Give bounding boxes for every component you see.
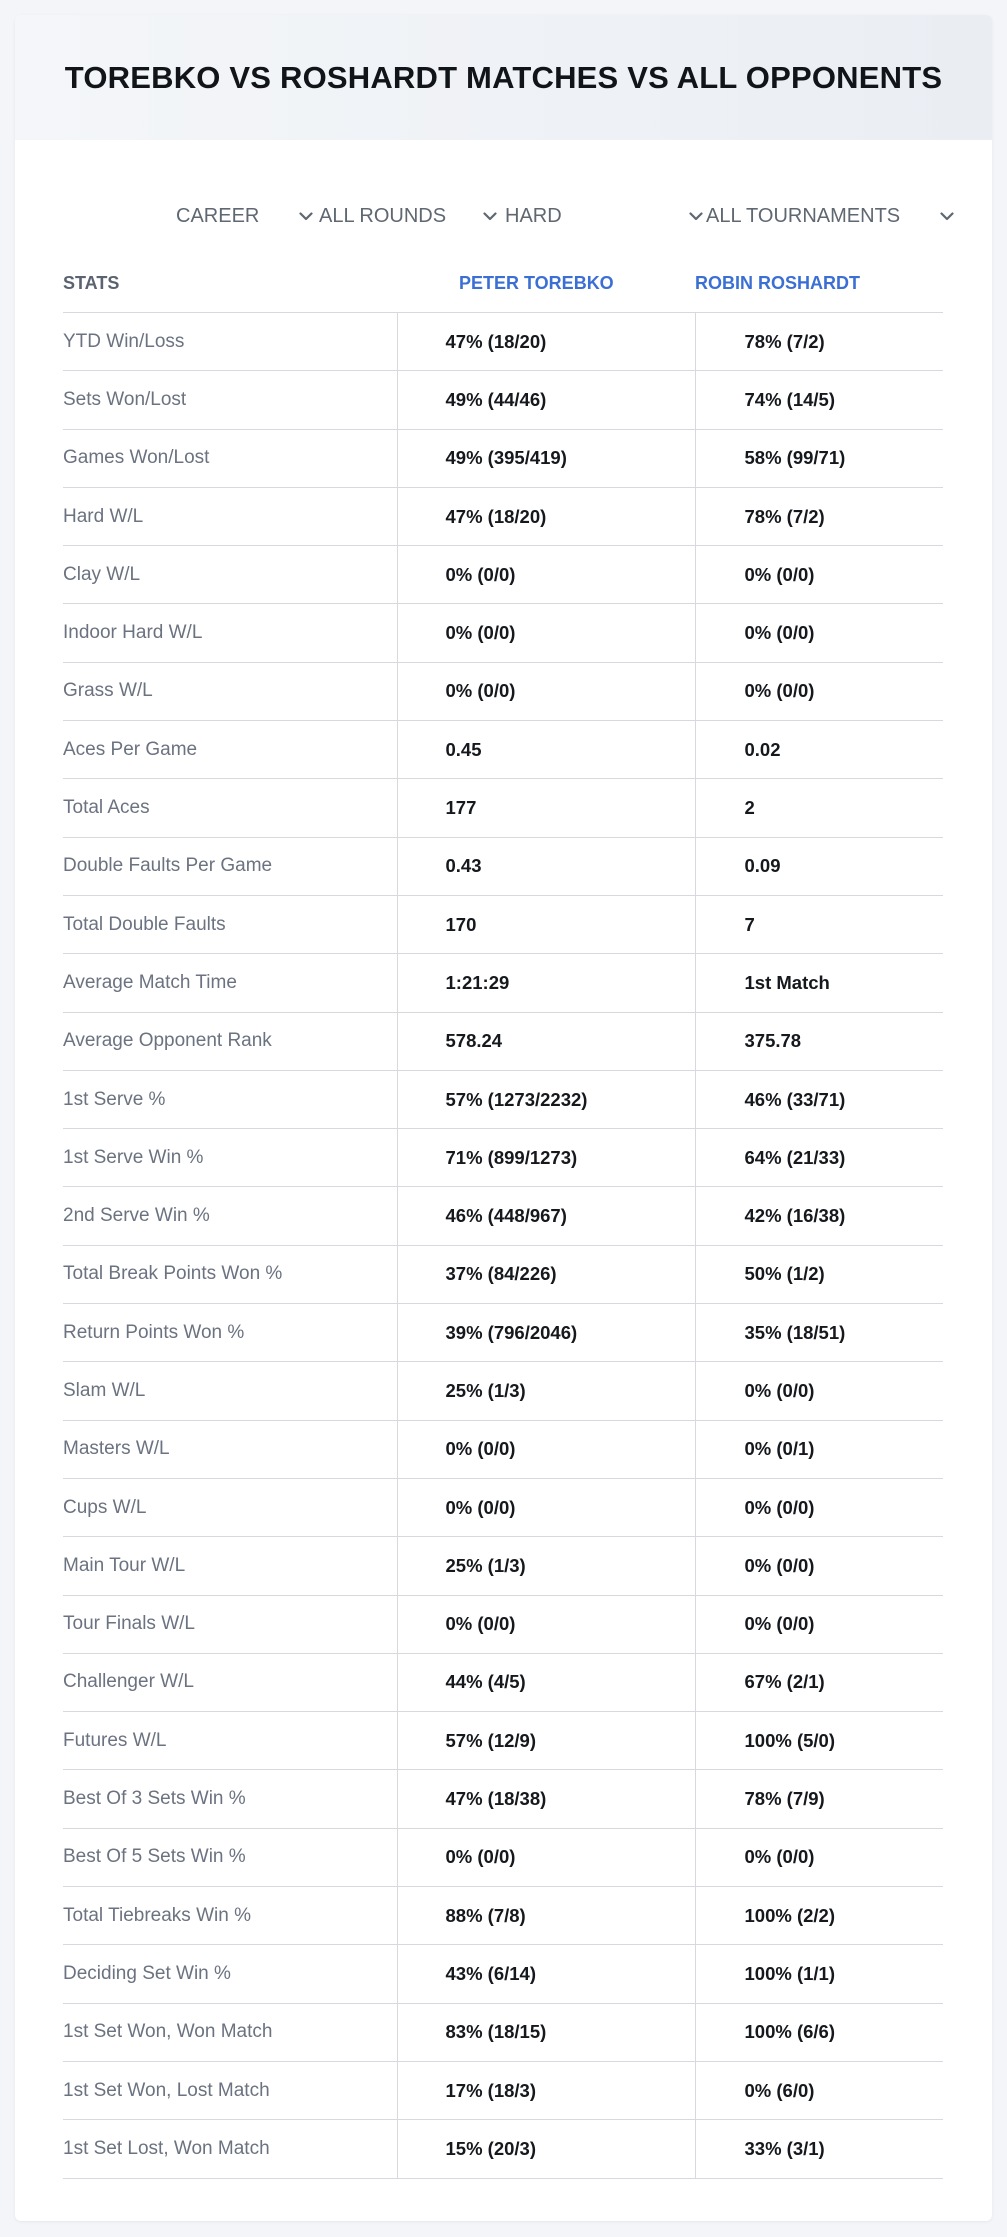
stat-label: Challenger W/L	[63, 1653, 397, 1711]
table-row	[63, 1537, 943, 1595]
player-one-value: 0% (0/0)	[397, 1595, 695, 1653]
player-two-value: 50% (1/2)	[695, 1245, 943, 1303]
player-two-value: 74% (14/5)	[695, 371, 943, 429]
player-two-value: 0% (0/0)	[695, 1595, 943, 1653]
player-two-value: 0% (0/0)	[695, 1537, 943, 1595]
table-row	[63, 721, 943, 779]
stat-label: Slam W/L	[63, 1362, 397, 1420]
rounds-filter-label: ALL ROUNDS	[319, 204, 447, 227]
player-one-value: 57% (12/9)	[397, 1712, 695, 1770]
player-two-value: 0% (0/0)	[695, 1478, 943, 1536]
card-header	[15, 15, 992, 140]
player-two-value: 2	[695, 779, 943, 837]
player-two-value: 1st Match	[695, 954, 943, 1012]
stat-label: Average Match Time	[63, 954, 397, 1012]
page-title: TOREBKO VS ROSHARDT MATCHES VS ALL OPPONENTS	[64, 59, 943, 95]
stat-label: Total Double Faults	[63, 895, 397, 953]
table-row	[63, 779, 943, 837]
player-two-value: 33% (3/1)	[695, 2120, 943, 2178]
stat-label: 1st Set Won, Lost Match	[63, 2061, 397, 2119]
table-row	[63, 1187, 943, 1245]
stat-label: 1st Serve %	[63, 1070, 397, 1128]
table-row	[63, 837, 943, 895]
player-one-value: 47% (18/38)	[397, 1770, 695, 1828]
player-two-value: 78% (7/2)	[695, 313, 943, 371]
player-two-value: 7	[695, 895, 943, 953]
player-one-value: 44% (4/5)	[397, 1653, 695, 1711]
surface-filter-label: HARD	[505, 204, 562, 227]
player-two-value: 0% (6/0)	[695, 2061, 943, 2119]
player-one-value: 15% (20/3)	[397, 2120, 695, 2178]
player-two-value: 0.02	[695, 721, 943, 779]
player-one-value: 170	[397, 895, 695, 953]
table-row	[63, 1420, 943, 1478]
player-one-value: 47% (18/20)	[397, 313, 695, 371]
table-row	[63, 313, 943, 371]
stats-table-body	[63, 313, 943, 2179]
player-one-value: 1:21:29	[397, 954, 695, 1012]
player-one-value: 177	[397, 779, 695, 837]
column-header-player-two[interactable]: ROBIN ROSHARDT	[695, 254, 943, 313]
player-two-value: 78% (7/2)	[695, 487, 943, 545]
player-one-value: 88% (7/8)	[397, 1887, 695, 1945]
stat-label: Clay W/L	[63, 546, 397, 604]
player-two-value: 0% (0/0)	[695, 546, 943, 604]
player-two-value: 100% (5/0)	[695, 1712, 943, 1770]
player-one-value: 0% (0/0)	[397, 604, 695, 662]
stat-label: Main Tour W/L	[63, 1537, 397, 1595]
stat-label: Deciding Set Win %	[63, 1945, 397, 2003]
table-row	[63, 1595, 943, 1653]
stat-label: Double Faults Per Game	[63, 837, 397, 895]
player-one-value: 71% (899/1273)	[397, 1129, 695, 1187]
table-row	[63, 1478, 943, 1536]
stat-label: 1st Set Lost, Won Match	[63, 2120, 397, 2178]
table-row	[63, 662, 943, 720]
stat-label: Aces Per Game	[63, 721, 397, 779]
player-one-value: 0.43	[397, 837, 695, 895]
table-row	[63, 1304, 943, 1362]
table-row	[63, 1653, 943, 1711]
stat-label: Total Aces	[63, 779, 397, 837]
stat-label: Masters W/L	[63, 1420, 397, 1478]
player-one-value: 57% (1273/2232)	[397, 1070, 695, 1128]
stat-label: YTD Win/Loss	[63, 313, 397, 371]
tournaments-filter-dropdown[interactable]	[706, 198, 956, 234]
player-one-value: 25% (1/3)	[397, 1362, 695, 1420]
tournaments-filter-label: ALL TOURNAMENTS	[706, 204, 901, 227]
player-one-value: 37% (84/226)	[397, 1245, 695, 1303]
stat-label: Cups W/L	[63, 1478, 397, 1536]
player-two-value: 0% (0/1)	[695, 1420, 943, 1478]
stat-label: Best Of 3 Sets Win %	[63, 1770, 397, 1828]
table-row	[63, 954, 943, 1012]
table-row	[63, 1712, 943, 1770]
table-row	[63, 429, 943, 487]
player-one-value: 49% (395/419)	[397, 429, 695, 487]
stat-label: Hard W/L	[63, 487, 397, 545]
player-two-value: 42% (16/38)	[695, 1187, 943, 1245]
stat-label: 1st Set Won, Won Match	[63, 2003, 397, 2061]
player-two-value: 67% (2/1)	[695, 1653, 943, 1711]
table-row	[63, 1129, 943, 1187]
player-two-value: 100% (2/2)	[695, 1887, 943, 1945]
column-header-player-one[interactable]: PETER TOREBKO	[397, 254, 695, 313]
player-two-value: 375.78	[695, 1012, 943, 1070]
stat-label: Tour Finals W/L	[63, 1595, 397, 1653]
player-one-value: 25% (1/3)	[397, 1537, 695, 1595]
stat-label: Games Won/Lost	[63, 429, 397, 487]
player-one-value: 0.45	[397, 721, 695, 779]
stats-card	[15, 15, 992, 2221]
player-two-value: 100% (6/6)	[695, 2003, 943, 2061]
table-row	[63, 546, 943, 604]
table-row	[63, 2003, 943, 2061]
table-row	[63, 1245, 943, 1303]
surface-filter-dropdown[interactable]	[505, 198, 705, 234]
career-filter-label: CAREER	[176, 204, 260, 227]
table-row	[63, 1362, 943, 1420]
player-two-value: 0.09	[695, 837, 943, 895]
career-filter-dropdown[interactable]	[176, 198, 315, 234]
chevron-down-icon	[481, 207, 499, 225]
player-one-value: 46% (448/967)	[397, 1187, 695, 1245]
player-two-value: 46% (33/71)	[695, 1070, 943, 1128]
player-two-value: 78% (7/9)	[695, 1770, 943, 1828]
player-one-value: 39% (796/2046)	[397, 1304, 695, 1362]
stat-label: Total Tiebreaks Win %	[63, 1887, 397, 1945]
player-one-value: 49% (44/46)	[397, 371, 695, 429]
table-row	[63, 1887, 943, 1945]
column-header-stats: STATS	[63, 254, 397, 313]
player-one-value: 0% (0/0)	[397, 546, 695, 604]
stat-label: Futures W/L	[63, 1712, 397, 1770]
player-two-value: 100% (1/1)	[695, 1945, 943, 2003]
player-two-value: 35% (18/51)	[695, 1304, 943, 1362]
chevron-down-icon	[938, 207, 956, 225]
player-two-value: 0% (0/0)	[695, 1362, 943, 1420]
player-two-value: 0% (0/0)	[695, 662, 943, 720]
table-header-row	[63, 254, 943, 313]
table-row	[63, 1945, 943, 2003]
stat-label: Return Points Won %	[63, 1304, 397, 1362]
player-one-value: 0% (0/0)	[397, 662, 695, 720]
player-one-value: 47% (18/20)	[397, 487, 695, 545]
player-one-value: 0% (0/0)	[397, 1828, 695, 1886]
rounds-filter-dropdown[interactable]	[319, 198, 499, 234]
table-row	[63, 1828, 943, 1886]
stat-label: Average Opponent Rank	[63, 1012, 397, 1070]
stat-label: Sets Won/Lost	[63, 371, 397, 429]
table-row	[63, 2061, 943, 2119]
chevron-down-icon	[297, 207, 315, 225]
stat-label: Grass W/L	[63, 662, 397, 720]
player-two-value: 58% (99/71)	[695, 429, 943, 487]
stat-label: 1st Serve Win %	[63, 1129, 397, 1187]
stat-label: Total Break Points Won %	[63, 1245, 397, 1303]
player-one-value: 83% (18/15)	[397, 2003, 695, 2061]
player-one-value: 0% (0/0)	[397, 1478, 695, 1536]
table-row	[63, 371, 943, 429]
player-two-value: 0% (0/0)	[695, 1828, 943, 1886]
table-row	[63, 1012, 943, 1070]
stat-label: Indoor Hard W/L	[63, 604, 397, 662]
table-row	[63, 2120, 943, 2178]
filter-bar	[15, 190, 992, 250]
table-row	[63, 1070, 943, 1128]
player-one-value: 0% (0/0)	[397, 1420, 695, 1478]
player-two-value: 0% (0/0)	[695, 604, 943, 662]
table-row	[63, 604, 943, 662]
player-one-value: 578.24	[397, 1012, 695, 1070]
table-row	[63, 487, 943, 545]
stat-label: 2nd Serve Win %	[63, 1187, 397, 1245]
stat-label: Best Of 5 Sets Win %	[63, 1828, 397, 1886]
chevron-down-icon	[687, 207, 705, 225]
table-row	[63, 1770, 943, 1828]
player-two-value: 64% (21/33)	[695, 1129, 943, 1187]
stats-table	[63, 254, 943, 2179]
player-one-value: 43% (6/14)	[397, 1945, 695, 2003]
table-row	[63, 895, 943, 953]
player-one-value: 17% (18/3)	[397, 2061, 695, 2119]
